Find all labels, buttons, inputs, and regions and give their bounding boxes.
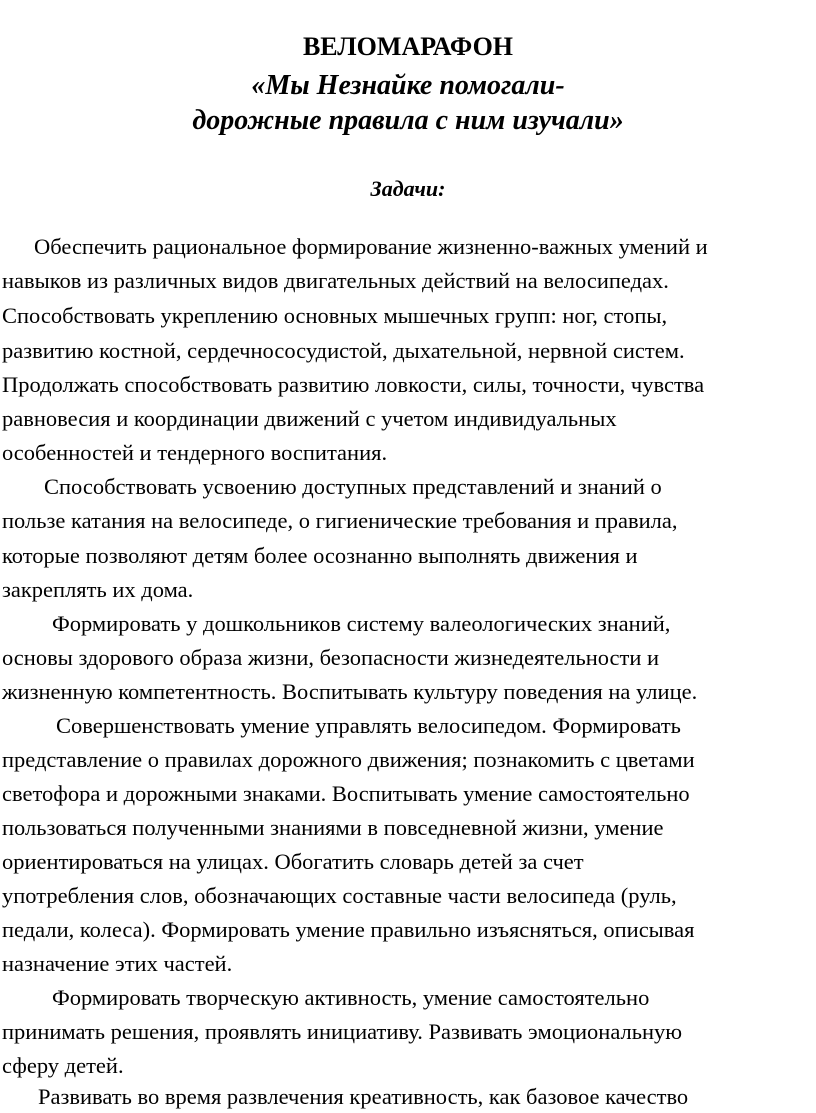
tasks-heading: Задачи: — [370, 176, 446, 201]
text-line: сферу детей. — [2, 1053, 124, 1078]
text-line: пользе катания на велосипеде, о гигиенические требования и правила, — [2, 508, 678, 533]
text-line: Формировать творческую активность, умение самостоятельно — [52, 985, 650, 1010]
text-line: основы здорового образа жизни, безопасности жизнедеятельности и — [2, 645, 660, 670]
text-line: Обеспечить рациональное формирование жизненно-важных умений и — [34, 234, 708, 259]
text-line: которые позволяют детям более осознанно выполнять движения и — [2, 543, 638, 568]
text-line: употребления слов, обозначающих составные части велосипеда (руль, — [2, 883, 677, 908]
text-line: пользоваться полученными знаниями в повседневной жизни, умение — [2, 815, 664, 840]
text-line: ориентироваться на улицах. Обогатить словарь детей за счет — [2, 849, 584, 874]
document-subtitle-line-1: «Мы Незнайке помогали- — [251, 70, 565, 101]
text-line: Формировать у дошкольников систему валеологических знаний, — [52, 611, 671, 636]
text-line: Развивать во время развлечения креативность, как базовое качество — [38, 1084, 689, 1109]
text-line: навыков из различных видов двигательных действий на велосипедах. — [2, 268, 669, 293]
document-title: ВЕЛОМАРАФОН — [302, 32, 514, 61]
text-line: представление о правилах дорожного движения; познакомить с цветами — [2, 747, 695, 772]
text-line: Совершенствовать умение управлять велосипедом. Формировать — [56, 713, 681, 738]
text-line: Способствовать усвоению доступных представлений и знаний о — [44, 474, 662, 499]
text-line: развитию костной, сердечнососудистой, дыхательной, нервной систем. — [2, 338, 685, 363]
text-line: жизненную компетентность. Воспитывать культуру поведения на улице. — [2, 679, 698, 704]
text-line: закреплять их дома. — [2, 577, 194, 602]
text-line: назначение этих частей. — [2, 951, 233, 976]
text-line: принимать решения, проявлять инициативу. Развивать эмоциональную — [2, 1019, 683, 1044]
text-line: Продолжать способствовать развитию ловкости, силы, точности, чувства — [2, 372, 705, 397]
text-line: светофора и дорожными знаками. Воспитывать умение самостоятельно — [2, 781, 690, 806]
text-line: равновесия и координации движений с учетом индивидуальных — [2, 406, 617, 431]
text-line: педали, колеса). Формировать умение правильно изъясняться, описывая — [2, 917, 695, 942]
text-line: Способствовать укреплению основных мышечных групп: ног, стопы, — [2, 303, 668, 328]
text-line: особенностей и тендерного воспитания. — [2, 440, 388, 465]
document-subtitle-line-2: дорожные правила с ним изучали» — [192, 105, 624, 136]
